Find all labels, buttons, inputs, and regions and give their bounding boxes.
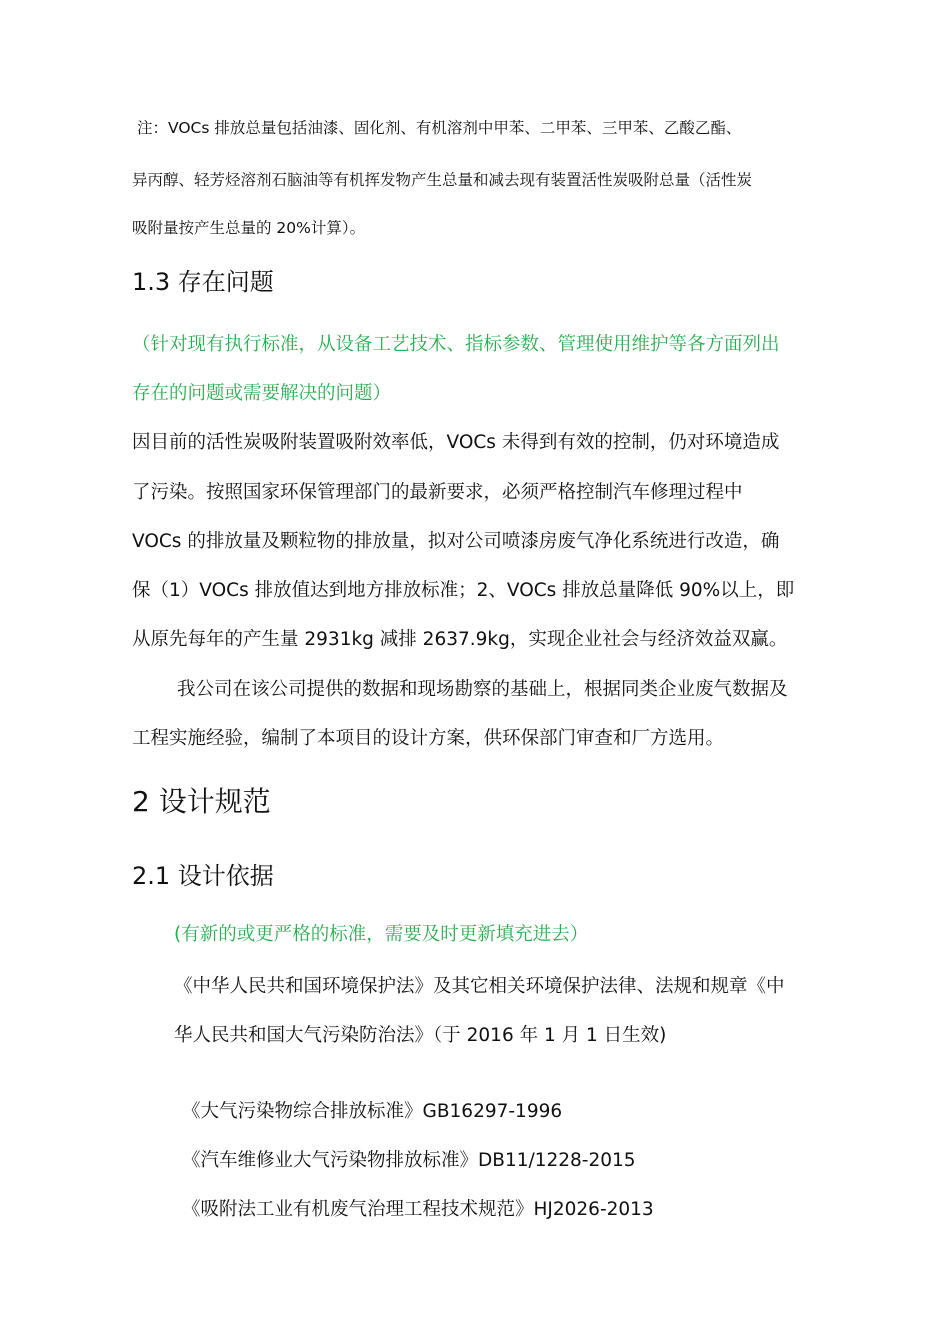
note-line-3: 吸附量按产生总量的 20%计算）。 — [132, 219, 366, 237]
problem-para-line-1: 因目前的活性炭吸附装置吸附效率低，VOCs 未得到有效的控制，仍对环境造成 — [132, 432, 780, 453]
standard-item: 《吸附法工业有机废气治理工程技术规范》HJ2026-2013 — [182, 1199, 654, 1220]
problem-para-line-3: VOCs 的排放量及颗粒物的排放量，拟对公司喷漆房废气净化系统进行改造，确 — [132, 531, 780, 552]
problem-para-line-4: 保（1）VOCs 排放值达到地方排放标准；2、VOCs 排放总量降低 90%以上，即 — [132, 580, 795, 601]
standard-item: 《汽车维修业大气污染物排放标准》DB11/1228-2015 — [182, 1150, 636, 1171]
company-para-line-1: 我公司在该公司提供的数据和现场勘察的基础上，根据同类企业废气数据及 — [177, 679, 788, 700]
section-1-3-heading: 1.3 存在问题 — [132, 268, 274, 296]
problem-para-line-2: 了污染。按照国家环保管理部门的最新要求，必须严格控制汽车修理过程中 — [132, 482, 743, 503]
section-2-1-hint: (有新的或更严格的标准，需要及时更新填充进去） — [174, 924, 589, 945]
section-1-3-hint-line-2: 存在的问题或需要解决的问题） — [132, 383, 392, 404]
section-2-heading: 2 设计规范 — [132, 785, 271, 818]
section-1-3-hint-line-1: （针对现有执行标准，从设备工艺技术、指标参数、管理使用维护等各方面列出 — [132, 334, 780, 355]
company-para-line-2: 工程实施经验，编制了本项目的设计方案，供环保部门审查和厂方选用。 — [132, 728, 725, 749]
problem-para-line-5: 从原先每年的产生量 2931kg 减排 2637.9kg，实现企业社会与经济效益双赢。 — [132, 629, 788, 650]
law-line-1: 《中华人民共和国环境保护法》及其它相关环境保护法律、法规和规章《中 — [174, 976, 785, 997]
standard-item: 《大气污染物综合排放标准》GB16297-1996 — [182, 1101, 563, 1122]
note-line-1: 注：VOCs 排放总量包括油漆、固化剂、有机溶剂中甲苯、二甲苯、三甲苯、乙酸乙酯、 — [137, 119, 742, 137]
law-line-2: 华人民共和国大气污染防治法》（于 2016 年 1 月 1 日生效) — [174, 1025, 667, 1046]
note-line-2: 异丙醇、轻芳烃溶剂石脑油等有机挥发物产生总量和减去现有装置活性炭吸附总量（活性炭 — [132, 171, 753, 189]
section-2-1-heading: 2.1 设计依据 — [132, 862, 274, 890]
